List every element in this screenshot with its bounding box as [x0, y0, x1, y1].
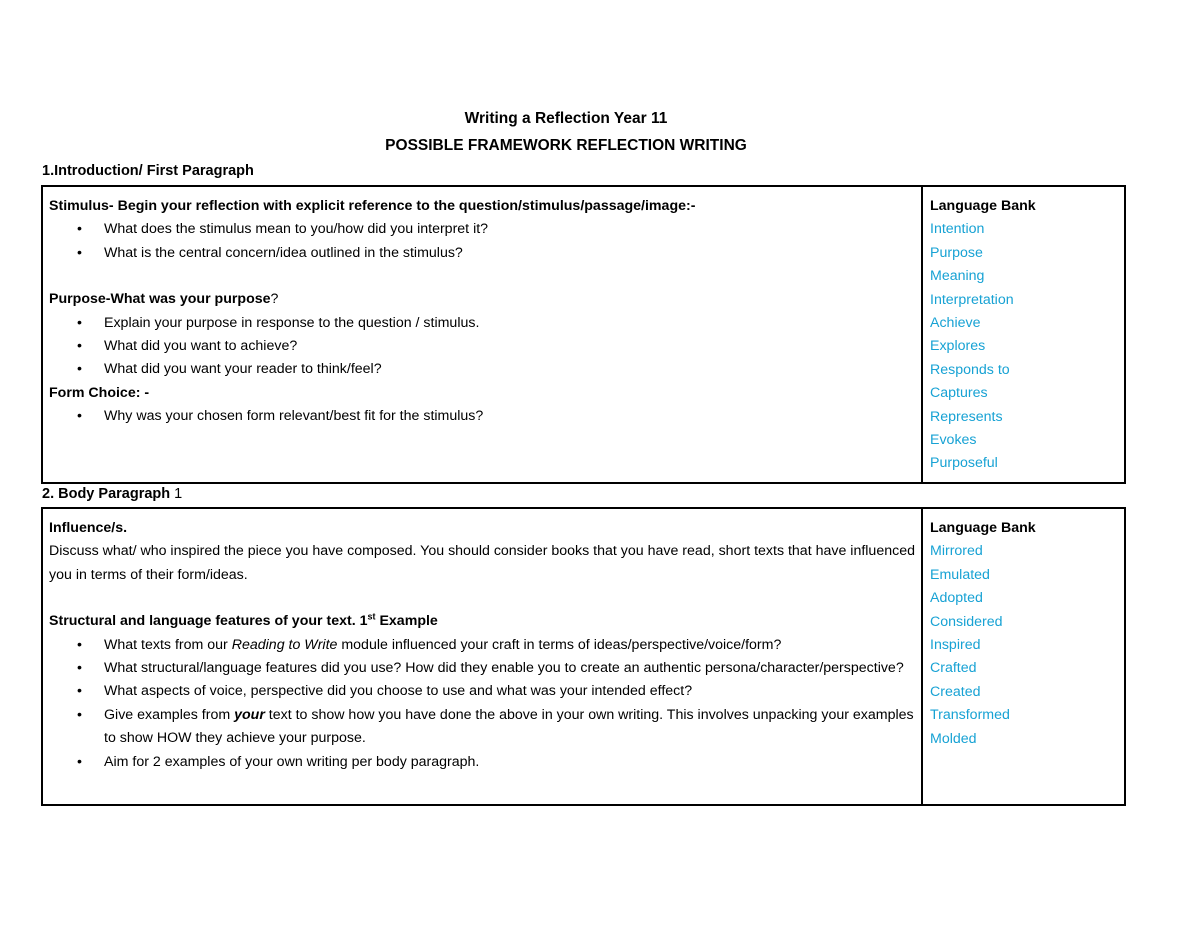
list-item: • What did you want to achieve? — [49, 335, 915, 358]
list-item: • Why was your chosen form relevant/best fit for the stimulus? — [49, 405, 915, 428]
section2-table — [41, 507, 1126, 806]
section1-language-bank — [923, 187, 1124, 482]
influence-text: Discuss what/ who inspired the piece you have composed. You should consider books that you have read, short texts that have influenced you in terms of their form/ideas. — [49, 543, 915, 583]
purpose-heading-bold: Purpose-What was your purpose — [49, 291, 271, 308]
section1-table — [41, 185, 1126, 484]
list-item: • What does the stimulus mean to you/how did you interpret it? — [49, 218, 915, 241]
language-bank-item: Explores — [930, 338, 986, 355]
list-item: • What aspects of voice, perspective did you choose to use and what was your intended effect? — [49, 680, 915, 703]
language-bank-item: Meaning — [930, 268, 985, 285]
language-bank-item: Created — [930, 683, 981, 700]
section1-main-cell — [43, 187, 923, 482]
language-bank-item: Purpose — [930, 244, 983, 261]
section2-language-bank — [923, 509, 1124, 804]
bullet-text: module influenced your craft in terms of ideas/perspective/voice/form? — [337, 636, 782, 653]
list-item: • What is the central concern/idea outlined in the stimulus? — [49, 242, 915, 265]
list-item: • What did you want your reader to think/feel? — [49, 358, 915, 381]
section1-heading: 1.Introduction/ First Paragraph — [42, 163, 254, 179]
features-heading-sup: st — [367, 611, 376, 622]
document-subtitle: POSSIBLE FRAMEWORK REFLECTION WRITING — [385, 137, 747, 154]
language-bank-item: Purposeful — [930, 455, 998, 472]
stimulus-heading: Stimulus- Begin your reflection with explicit reference to the question/stimulus/passage/image:- — [49, 198, 696, 214]
language-bank-heading: Language Bank — [930, 520, 1036, 536]
features-heading-end: Example — [375, 613, 438, 630]
stimulus-bullet-list — [49, 218, 915, 265]
purpose-bullet-list — [49, 312, 915, 382]
list-item: • Aim for 2 examples of your own writing per body paragraph. — [49, 751, 915, 774]
features-heading-text: Structural and language features of your text. 1 — [49, 613, 368, 630]
purpose-heading-rest: ? — [270, 291, 279, 308]
language-bank-item: Considered — [930, 613, 1003, 630]
section2-heading — [42, 486, 182, 502]
language-bank-item: Crafted — [930, 660, 977, 677]
bullet-text: Give examples from — [104, 706, 235, 723]
bullet-text: What texts from our — [104, 636, 232, 653]
language-bank-item: Intention — [930, 221, 985, 238]
section2-heading-bold: 2. Body Paragraph — [42, 486, 171, 502]
language-bank-item: Represents — [930, 408, 1003, 425]
language-bank-item: Emulated — [930, 566, 990, 583]
list-item — [49, 634, 915, 657]
language-bank-item: Inspired — [930, 637, 981, 654]
features-bullet-list — [49, 634, 915, 774]
form-bullet-list — [49, 405, 915, 428]
purpose-heading — [49, 288, 915, 311]
language-bank-heading: Language Bank — [930, 198, 1036, 214]
emphasis-text: your — [234, 706, 265, 723]
module-name: Reading to Write — [231, 636, 338, 653]
language-bank-item: Interpretation — [930, 291, 1014, 308]
section2-heading-number: 1 — [170, 486, 183, 502]
language-bank-item: Captures — [930, 385, 988, 402]
language-bank-item: Molded — [930, 730, 977, 747]
language-bank-item: Achieve — [930, 315, 981, 332]
document-title: Writing a Reflection Year 11 — [464, 110, 668, 127]
language-bank-item: Mirrored — [930, 543, 983, 560]
language-bank-item: Transformed — [930, 707, 1010, 724]
language-bank-item: Evokes — [930, 432, 977, 449]
list-item — [49, 704, 915, 751]
form-choice-heading: Form Choice: - — [49, 384, 150, 401]
section2-main-cell — [43, 509, 923, 804]
list-item: • Explain your purpose in response to the question / stimulus. — [49, 312, 915, 335]
influence-heading: Influence/s. — [49, 520, 128, 536]
features-heading — [49, 610, 915, 633]
bullet-text: text to show how you have done the above in your own writing. This involves unpacking your examples to show HOW they achieve your purpose. — [104, 706, 914, 747]
language-bank-item: Adopted — [930, 590, 983, 607]
list-item: • What structural/language features did you use? How did they enable you to create an authentic persona/character/perspective? — [49, 657, 915, 680]
language-bank-item: Responds to — [930, 361, 1010, 378]
